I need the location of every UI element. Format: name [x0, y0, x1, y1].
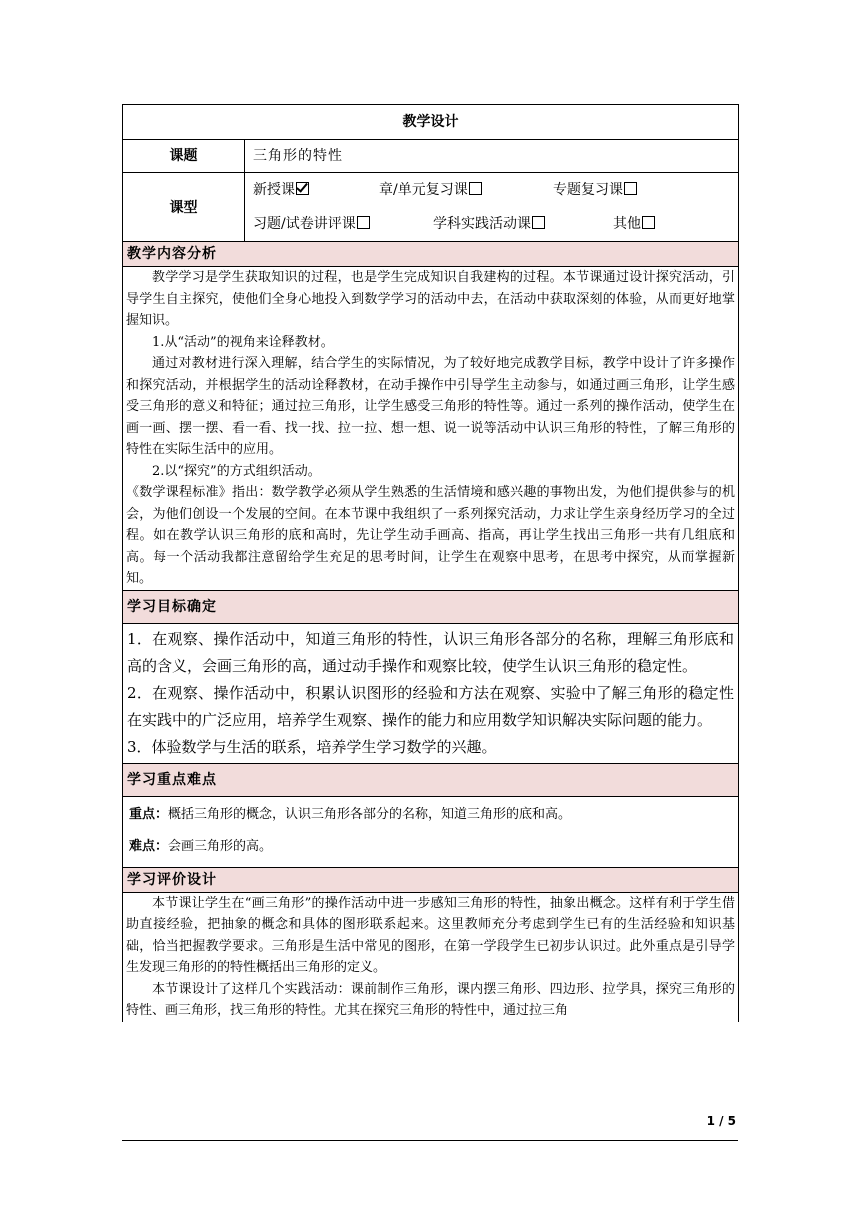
option-unit-review[interactable] [379, 173, 482, 207]
paragraph: 《数学课程标准》指出：数学教学必须从学生熟悉的生活情境和感兴趣的事物出发，为他们提供参与的机会，为他们创设一个发展的空间。在本节课中我组织了一系列探究活动，力求让学生亲身经历学习的全过程。如在教学认识三角形的底和高时，先让学生动手画高、指高，再让学生找出三角形一共有几组底和高。每一个活动我都注意留给学生充足的思考时间，让学生在观察中思考，在思考中探究，从而掌握新知。 [126, 485, 735, 586]
evaluation-body [123, 892, 739, 1022]
checkbox-icon[interactable] [624, 182, 637, 195]
page-number: 1 / 5 [706, 1114, 736, 1128]
difficulty-label: 难点： [129, 838, 169, 854]
checkbox-icon[interactable] [532, 216, 545, 229]
key-points-heading: 学习重点难点 [123, 763, 739, 796]
content-analysis-heading: 教学内容分析 [123, 242, 739, 267]
option-exercise-review[interactable] [253, 207, 370, 241]
paragraph: 通过对教材进行深入理解，结合学生的实际情况，为了较好地完成教学目标，教学中设计了许多操作和探究活动，并根据学生的活动诠释教材，在动手操作中引导学生主动参与，如通过画三角形，让学生感受三角形的意义和特征；通过拉三角形，让学生感受三角形的特性等。通过一系列的操作活动，使学生在画一画、摆一摆、看一看、找一找、拉一拉、想一想、说一说等活动中认识三角形的特性，了解三角形的特性在实际生活中的应用。 [126, 356, 735, 457]
option-label: 习题/试卷讲评课 [253, 216, 356, 232]
checkbox-icon[interactable] [642, 216, 655, 229]
lesson-type-label: 课型 [123, 173, 245, 242]
option-practice-activity[interactable] [433, 207, 545, 241]
option-new-lesson[interactable] [253, 173, 309, 207]
checked-box-icon[interactable] [296, 182, 309, 195]
paragraph: 1.从“活动”的视角来诠释教材。 [152, 334, 334, 350]
option-label: 章/单元复习课 [379, 182, 468, 198]
paragraph: 本节课设计了这样几个实践活动：课前制作三角形，课内摆三角形、四边形、拉学具，探究三角形的特性、画三角形，找三角形的特性。尤其在探究三角形的特性中，通过拉三角 [126, 981, 735, 1018]
topic-label: 课题 [123, 140, 245, 173]
option-label: 新授课 [253, 182, 295, 198]
paragraph: 本节课让学生在“画三角形”的操作活动中进一步感知三角形的特性，抽象出概念。这样有利于学生借助直接经验，把抽象的概念和具体的图形联系起来。这里教师充分考虑到学生已有的生活经验和知识基础，恰当把握教学要求。三角形是生活中常见的图形，在第一学段学生已初步认识过。此外重点是引导学生发现三角形的的特性概括出三角形的定义。 [126, 895, 735, 975]
goal-item: 3．体验数学与生活的联系，培养学生学习数学的兴趣。 [127, 737, 497, 756]
lesson-plan-table [122, 104, 739, 1022]
lesson-type-options [245, 173, 739, 242]
key-point-line [129, 805, 732, 825]
document-title: 教学设计 [123, 105, 739, 140]
footer-divider [122, 1140, 738, 1141]
topic-value: 三角形的特性 [245, 140, 739, 173]
difficulty-text: 会画三角形的高。 [168, 838, 273, 854]
key-point-label: 重点： [129, 806, 169, 822]
checkbox-icon[interactable] [469, 182, 482, 195]
lesson-type-row-1 [253, 173, 738, 207]
lesson-type-row-2 [253, 207, 738, 241]
evaluation-heading: 学习评价设计 [123, 867, 739, 892]
content-analysis-body [123, 267, 739, 591]
learning-goals-heading: 学习目标确定 [123, 590, 739, 623]
difficulty-line [129, 837, 732, 857]
goal-item: 2．在观察、操作活动中，积累认识图形的经验和方法在观察、实验中了解三角形的稳定性在实践中的广泛应用，培养学生观察、操作的能力和应用数学知识解决实际问题的能力。 [127, 683, 734, 729]
key-point-text: 概括三角形的概念，认识三角形各部分的名称，知道三角形的底和高。 [168, 806, 572, 822]
key-points-body [123, 796, 739, 867]
option-topic-review[interactable] [553, 173, 637, 207]
goal-item: 1．在观察、操作活动中，知道三角形的特性，认识三角形各部分的名称，理解三角形底和高的含义，会画三角形的高，通过动手操作和观察比较，使学生认识三角形的稳定性。 [127, 629, 734, 675]
checkbox-icon[interactable] [357, 216, 370, 229]
paragraph: 教学学习是学生获取知识的过程，也是学生完成知识自我建构的过程。本节课通过设计探究活动，引导学生自主探究，使他们全身心地投入到数学学习的活动中去，在活动中获取深刻的体验，从而更好地掌握知识。 [126, 270, 735, 328]
option-other[interactable] [613, 207, 655, 241]
option-label: 专题复习课 [553, 182, 623, 198]
document-page [122, 104, 738, 1022]
learning-goals-body [123, 623, 739, 763]
option-label: 其他 [613, 216, 641, 232]
paragraph: 2.以“探究”的方式组织活动。 [152, 463, 321, 479]
option-label: 学科实践活动课 [433, 216, 531, 232]
